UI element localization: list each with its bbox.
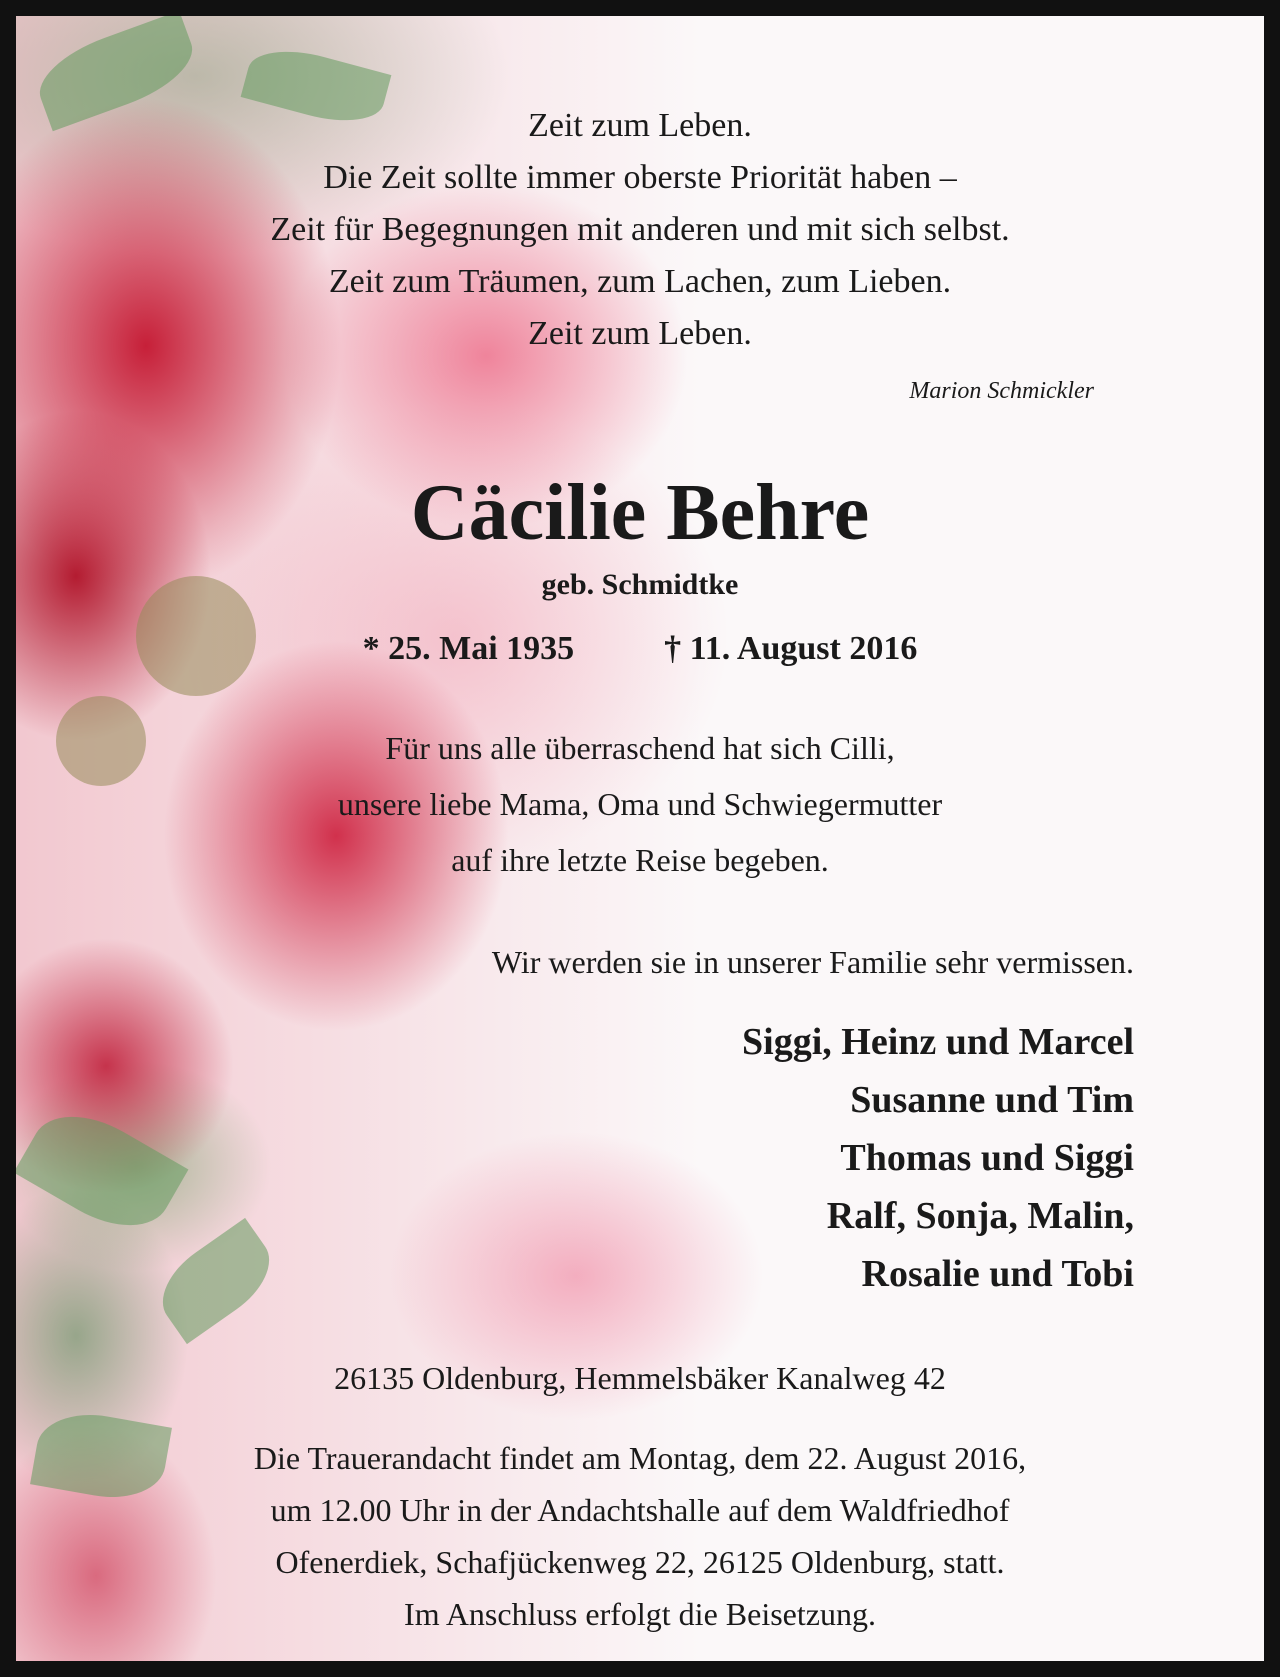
family-member-line: Siggi, Heinz und Marcel	[742, 1021, 1134, 1063]
family-member-line: Ralf, Sonja, Malin,	[826, 1195, 1134, 1237]
address: 26135 Oldenburg, Hemmelsbäker Kanalweg 42	[334, 1360, 946, 1396]
family-member-line: Susanne und Tim	[850, 1079, 1134, 1121]
service-line: Die Trauerandacht findet am Montag, dem 22. August 2016,	[253, 1440, 1027, 1476]
message-line: auf ihre letzte Reise begeben.	[451, 842, 829, 878]
family-member-line: Thomas und Siggi	[840, 1137, 1134, 1179]
poem-line: Zeit zum Leben.	[528, 315, 752, 352]
service-line: Im Anschluss erfolgt die Beisetzung.	[404, 1596, 876, 1632]
poem-line: Zeit zum Leben.	[528, 107, 752, 144]
message-line: Für uns alle überraschend hat sich Cilli,	[385, 730, 895, 766]
leaf-shape	[147, 1218, 285, 1344]
death-date: † 11. August 2016	[664, 630, 918, 667]
service-line: Ofenerdiek, Schafjückenweg 22, 26125 Oldenburg, statt.	[275, 1544, 1005, 1580]
message-line: unsere liebe Mama, Oma und Schwiegermutter	[337, 786, 943, 822]
birth-date: * 25. Mai 1935	[362, 630, 575, 667]
family-member-line: Rosalie und Tobi	[861, 1253, 1134, 1295]
poem-line: Die Zeit sollte immer oberste Priorität haben –	[323, 159, 957, 196]
poem-author: Marion Schmickler	[909, 378, 1094, 404]
closing-line: Wir werden sie in unserer Familie sehr vermissen.	[491, 944, 1134, 980]
life-dates	[16, 630, 1264, 668]
poem-line: Zeit für Begegnungen mit anderen und mit sich selbst.	[270, 211, 1010, 248]
poem-line: Zeit zum Träumen, zum Lachen, zum Lieben.	[328, 263, 952, 300]
service-line: um 12.00 Uhr in der Andachtshalle auf dem Waldfriedhof	[270, 1492, 1010, 1528]
leaf-shape	[14, 1095, 189, 1248]
birth-name: geb. Schmidtke	[541, 568, 739, 601]
deceased-name: Cäcilie Behre	[410, 469, 870, 557]
